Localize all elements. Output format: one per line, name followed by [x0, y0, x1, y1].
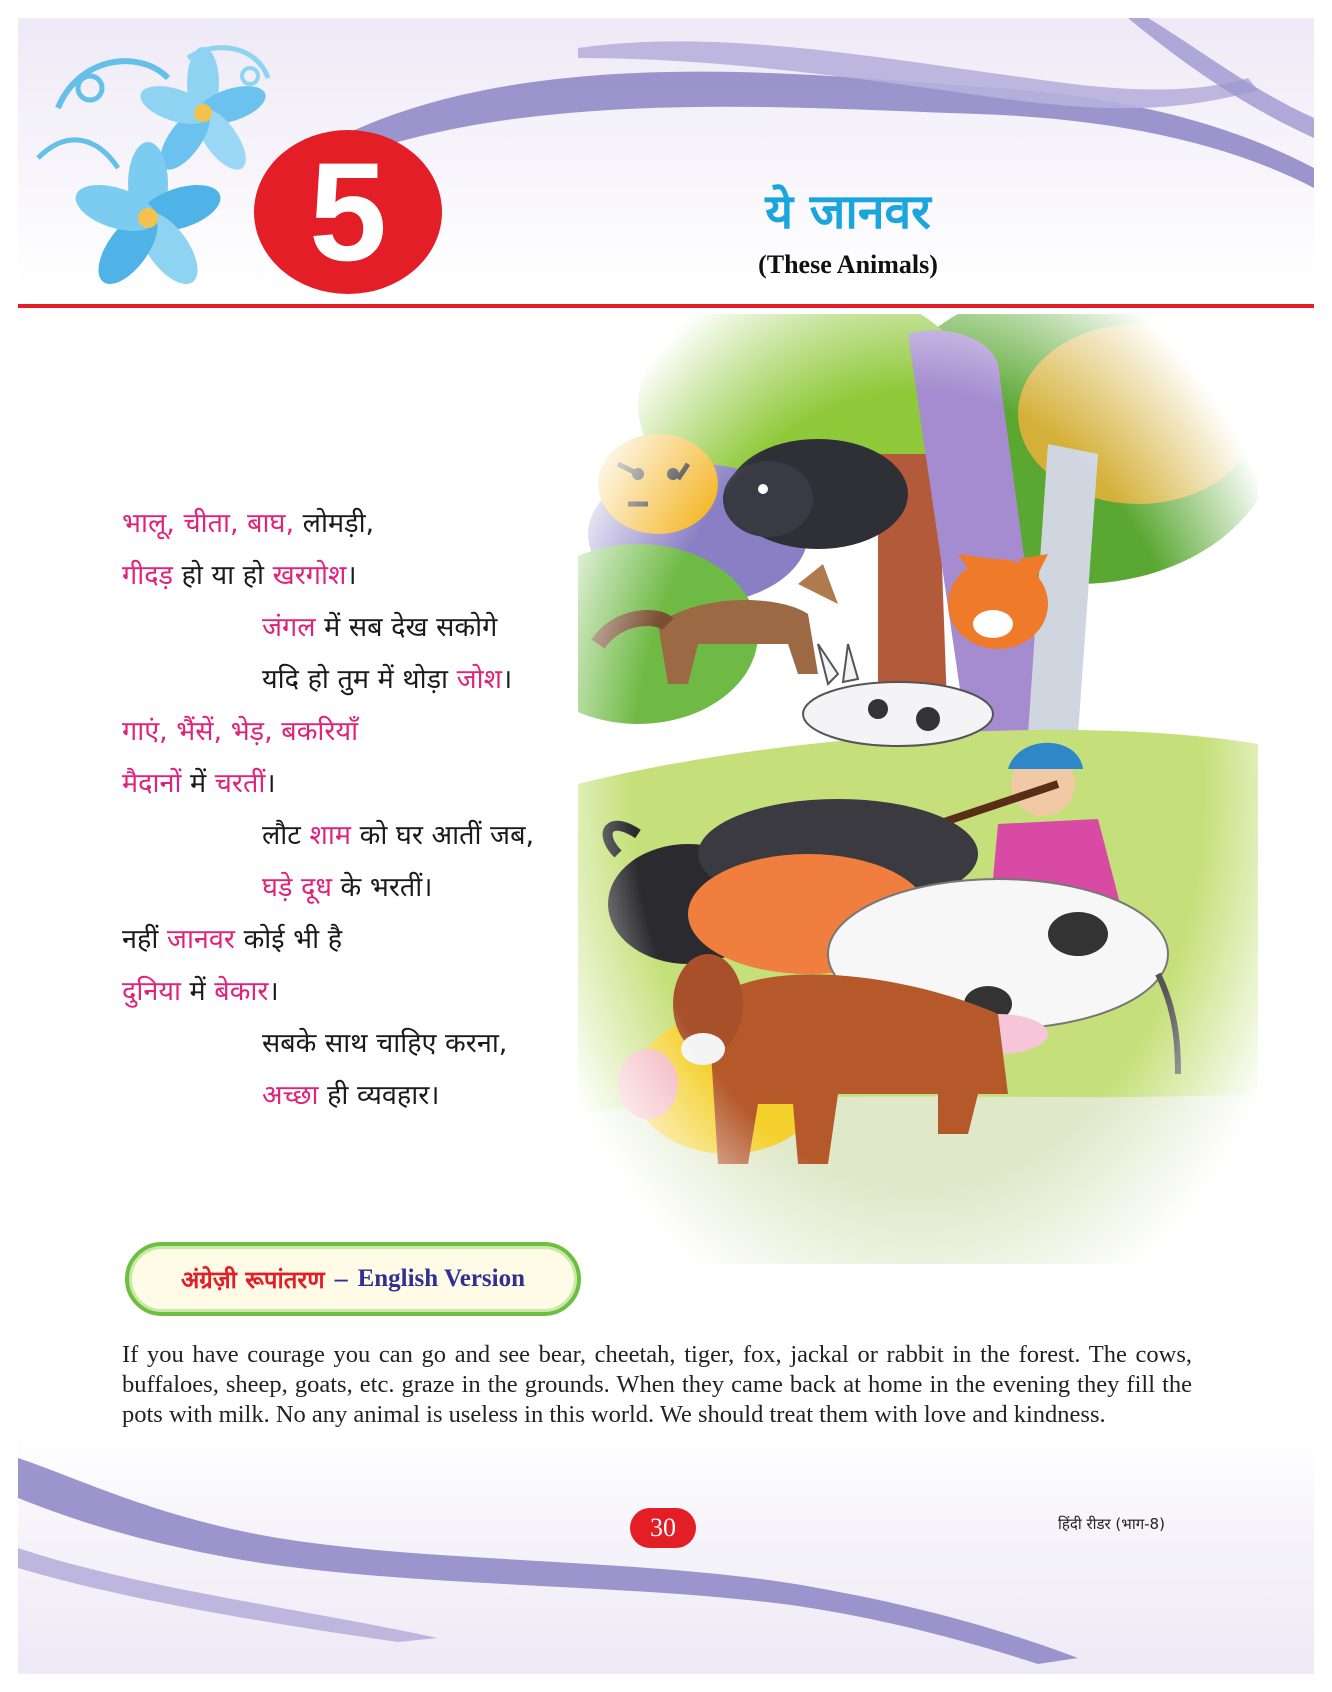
- poem-text: जंगल: [262, 612, 316, 643]
- page-number: 30: [630, 1508, 696, 1548]
- english-version-badge: [125, 1242, 581, 1316]
- poem-line-6: [122, 763, 276, 800]
- poem-text: ।: [265, 768, 276, 799]
- poem-text: दुनिया: [122, 976, 181, 1007]
- poem-text: सबके साथ चाहिए करना,: [262, 1028, 508, 1059]
- textbook-page: [18, 18, 1314, 1674]
- poem-line-11: [262, 1023, 507, 1060]
- poem-line-2: [122, 555, 357, 592]
- poem-line-7: [262, 815, 534, 852]
- poem-text: कोई भी है: [234, 924, 343, 955]
- poem-text: नहीं: [122, 924, 167, 955]
- chapter-title-english: (These Animals): [758, 250, 938, 279]
- poem-text: शाम: [309, 820, 351, 851]
- poem-text: गीदड़: [122, 560, 173, 591]
- header-divider: [18, 304, 1314, 308]
- badge-label-hindi: अंग्रेज़ी रूपांतरण: [180, 1265, 325, 1294]
- footer-decoration: [18, 1438, 1314, 1674]
- poem-text: ।: [268, 976, 279, 1007]
- poem-text: जोश: [456, 664, 502, 695]
- chapter-number-badge: 5: [254, 130, 442, 294]
- poem-text: मैदानों: [122, 768, 182, 799]
- poem-text: जानवर: [166, 924, 235, 955]
- poem-text: चरतीं: [214, 768, 266, 799]
- poem-text: में सब देख सकोगे: [315, 612, 498, 643]
- poem-text: हो या हो: [172, 560, 273, 591]
- badge-label-english: English Version: [357, 1265, 526, 1292]
- poem-text: घड़े दूध: [262, 872, 332, 903]
- header-decoration: [18, 18, 1314, 308]
- poem-text: गाएं, भैंसें, भेड़, बकरियाँ: [122, 716, 359, 747]
- poem-text: ।: [502, 664, 513, 695]
- english-version-text: If you have courage you can go and see bear, cheetah, tiger, fox, jackal or rabbit in the forest. The cows, buffaloes, sheep, goats, etc. graze in the grounds. When they came back at home in the evening they fill the pots with milk. No any animal is useless in this world. We should treat them with love and kindness.: [122, 1341, 1192, 1428]
- poem-text: ।: [346, 560, 357, 591]
- poem-text: बेकार: [214, 976, 269, 1007]
- poem-text: लौट: [262, 820, 310, 851]
- poem-text: भालू, चीता, बाघ,: [122, 508, 295, 539]
- poem-text: में: [181, 768, 215, 799]
- poem-text: में: [180, 976, 215, 1007]
- poem-line-8: [262, 867, 432, 904]
- poem-line-12: [262, 1075, 440, 1112]
- poem-text: ही व्यवहार।: [318, 1080, 440, 1111]
- poem-line-10: [122, 971, 279, 1008]
- poem-line-4: [262, 659, 512, 696]
- badge-separator: –: [334, 1264, 348, 1293]
- animals-illustration: [578, 314, 1258, 1264]
- poem-line-9: [122, 919, 342, 956]
- book-name: हिंदी रीडर (भाग-8): [1058, 1515, 1165, 1533]
- poem-text: अच्छा: [262, 1080, 319, 1111]
- poem-text: यदि हो तुम में थोड़ा: [262, 664, 457, 695]
- poem-text: के भरतीं।: [331, 872, 433, 903]
- poem-line-1: [122, 503, 374, 540]
- flower-decoration-icon: [38, 47, 270, 294]
- chapter-title-hindi: ये जानवर: [765, 184, 931, 240]
- poem-line-3: [262, 607, 497, 644]
- poem-text: को घर आतीं जब,: [351, 820, 535, 851]
- poem-text: लोमड़ी,: [294, 508, 375, 539]
- poem-line-5: [122, 711, 358, 748]
- poem-text: खरगोश: [272, 560, 347, 591]
